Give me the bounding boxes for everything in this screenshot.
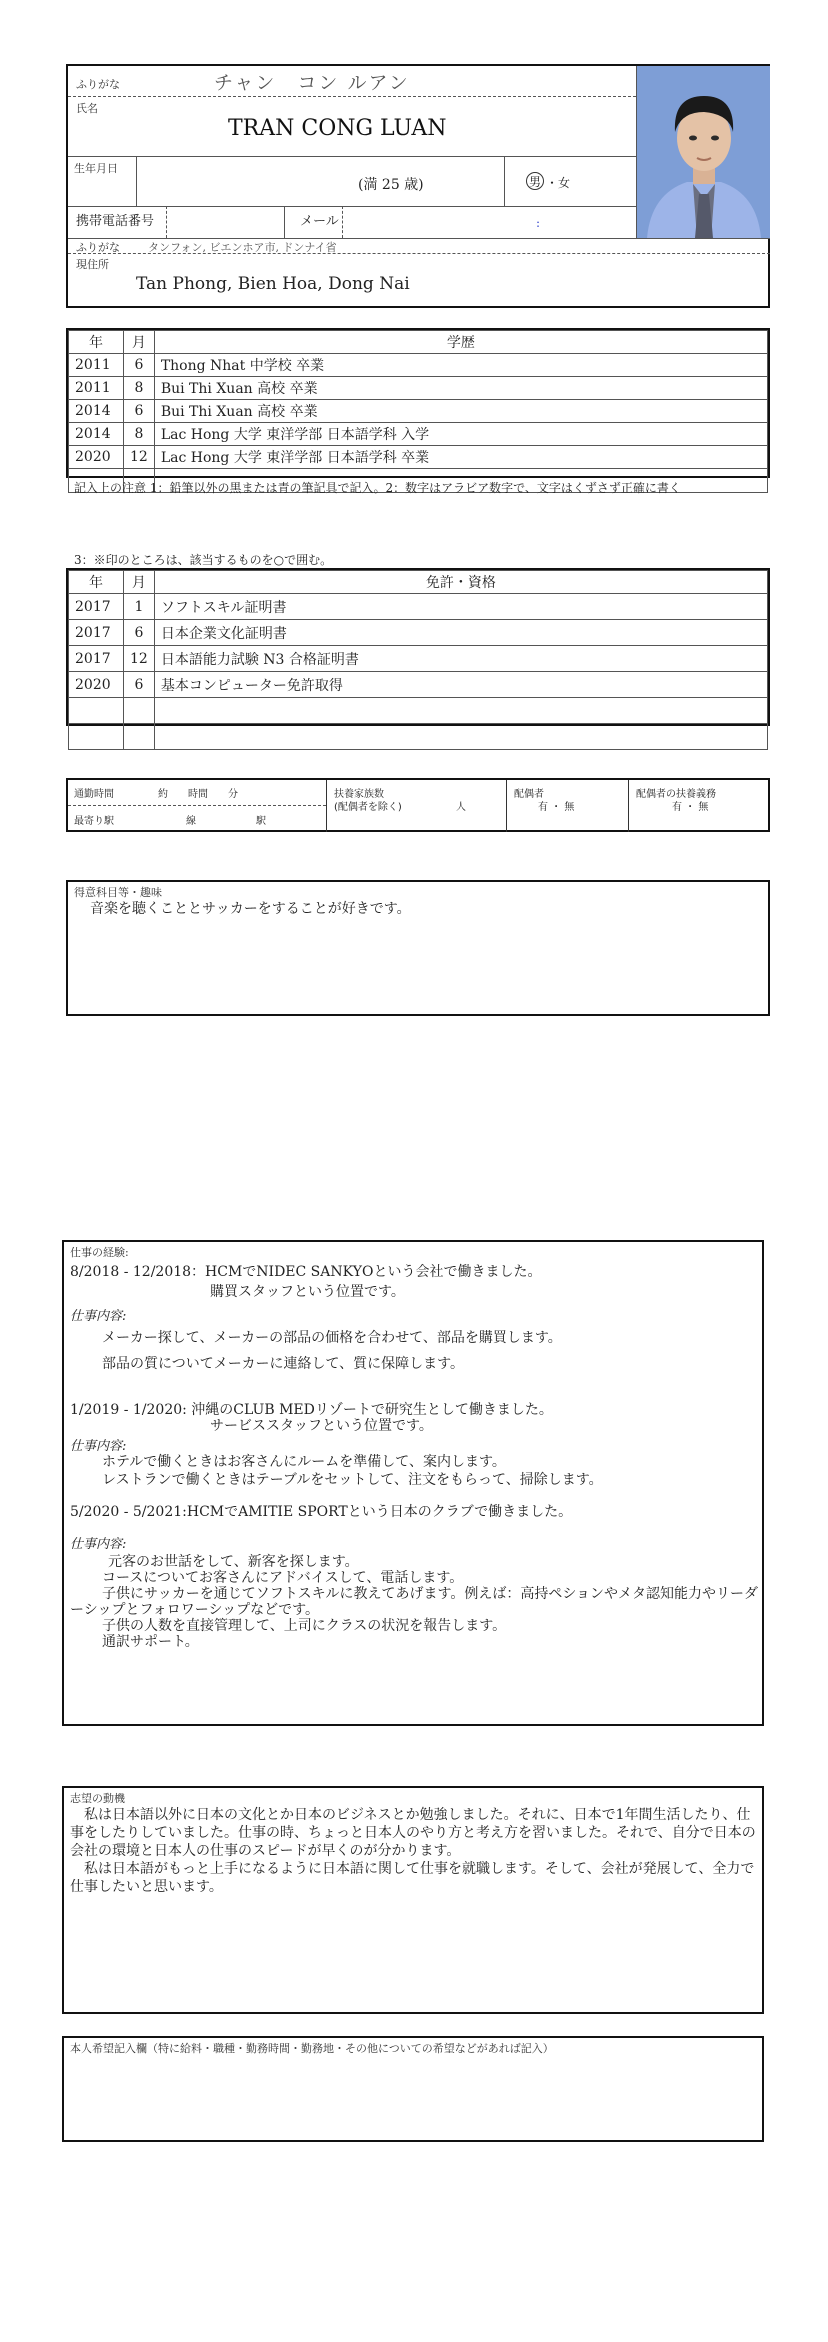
- experience-section: [62, 1240, 764, 1726]
- license-year: 2017: [69, 620, 124, 646]
- dependents-label: 扶養家族数: [334, 789, 384, 800]
- job1-duty: メーカー探して、メーカーの部品の価格を合わせて、部品を購買します。: [102, 1330, 562, 1346]
- hobbies-section: [66, 880, 770, 1016]
- education-year: 2020: [69, 446, 124, 469]
- license-month: 6: [124, 620, 155, 646]
- motivation-section: [62, 1786, 764, 2014]
- divider: [326, 780, 327, 832]
- license-header-month: 月: [124, 571, 155, 594]
- furigana-label: ふりがな: [76, 78, 120, 91]
- table-row: [69, 620, 768, 646]
- profile-photo: [636, 66, 770, 238]
- divider: [628, 780, 629, 832]
- gender-female: ・女: [546, 176, 571, 190]
- divider: [166, 206, 167, 238]
- job1-duty: 部品の質についてメーカーに連絡して、質に保障します。: [102, 1356, 465, 1372]
- license-year: 2017: [69, 594, 124, 620]
- dependents-sub: (配偶者を除く): [334, 802, 402, 813]
- divider: [68, 156, 636, 157]
- divider: [284, 206, 285, 238]
- divider: [342, 206, 343, 238]
- birth-label: 生年月日: [74, 162, 118, 175]
- job3-duty: 元客のお世話をして、新客を探します。: [108, 1554, 359, 1570]
- table-row: [69, 672, 768, 698]
- motivation-label: 志望の動機: [70, 1792, 125, 1805]
- hobbies-text: 音楽を聴くこととサッカーをすることが好きです。: [90, 901, 411, 917]
- license-month: 12: [124, 646, 155, 672]
- requests-section: [62, 2036, 764, 2142]
- dependents-unit: 人: [456, 802, 466, 813]
- motivation-paragraph: 私は日本語がもっと上手になるように日本語に関して仕事を就職します。そして、会社が発展して、全力で仕事したいと思います。: [70, 1861, 755, 1895]
- license-entry: ソフトスキル証明書: [154, 594, 767, 620]
- license-entry: 日本語能力試験 N3 合格証明書: [154, 646, 767, 672]
- divider: [68, 96, 636, 97]
- education-year: 2014: [69, 400, 124, 423]
- education-month: 8: [124, 423, 155, 446]
- requests-label: 本人希望記入欄（特に給料・職種・勤務時間・勤務地・その他についての希望などがあれば記入）: [70, 2042, 554, 2055]
- table-row: [69, 724, 768, 750]
- furigana-value: チャン コン ルアン: [214, 72, 410, 94]
- table-row: [69, 646, 768, 672]
- spouse-support-label: 配偶者の扶養義務: [636, 789, 716, 800]
- education-year: 2011: [69, 354, 124, 377]
- spouse-label: 配偶者: [514, 789, 544, 800]
- education-header-month: 月: [124, 331, 155, 354]
- license-header-qualification: 免許・資格: [154, 571, 767, 594]
- job3-duties-label: 仕事内容:: [70, 1537, 127, 1552]
- notes-line1: 記入上の注意 1：鉛筆以外の黒または青の筆記具で記入。2：数字はアラビア数字で、文字はくずさず正確に書く: [74, 481, 681, 495]
- job3-duty: 子供の人数を直接管理して、上司にクラスの状況を報告します。: [102, 1618, 507, 1634]
- education-table: [66, 328, 770, 478]
- job2-duty: レストランで働くときはテーブルをセットして、注文をもらって、掃除します。: [102, 1472, 603, 1488]
- job2-position: サービススタッフという位置です。: [210, 1418, 433, 1434]
- mail-label: メール: [300, 214, 339, 229]
- divider: [68, 206, 636, 207]
- job1-title: 8/2018 - 12/2018：HCMでNIDEC SANKYOという会社で働きました。: [70, 1264, 542, 1280]
- education-entry: Bui Thi Xuan 高校 卒業: [154, 400, 767, 423]
- table-row: [69, 423, 768, 446]
- license-year: 2017: [69, 646, 124, 672]
- commute-section: [66, 778, 770, 832]
- portrait-image: [637, 66, 770, 238]
- education-month: 6: [124, 354, 155, 377]
- gender-male: 男: [526, 172, 544, 190]
- job3-duty: コースについてお客さんにアドバイスして、電話します。: [102, 1570, 464, 1586]
- licenses-table: [66, 568, 770, 726]
- job2-duty: ホテルで働くときはお客さんにルームを準備して、案内します。: [102, 1454, 506, 1470]
- divider: [506, 780, 507, 832]
- table-row: [69, 400, 768, 423]
- address-value: Tan Phong, Bien Hoa, Dong Nai: [136, 274, 410, 294]
- table-row: [69, 594, 768, 620]
- notes-line2: 3：※印のところは、該当するものを○で囲む。: [74, 553, 333, 567]
- education-year: 2014: [69, 423, 124, 446]
- job2-title: 1/2019 - 1/2020: 沖縄のCLUB MEDリゾートで研究生として働きました。: [70, 1402, 553, 1418]
- hobbies-label: 得意科目等・趣味: [74, 886, 162, 899]
- license-month: 6: [124, 672, 155, 698]
- spouse-value: 有 ・ 無: [538, 802, 575, 813]
- job1-duties-label: 仕事内容:: [70, 1309, 127, 1324]
- age-text: (満 25 歳): [358, 177, 424, 193]
- license-entry: 基本コンピューター免許取得: [154, 672, 767, 698]
- table-row: [69, 698, 768, 724]
- address-furigana-value: タンフォン, ビエンホア市, ドンナイ省: [148, 241, 337, 254]
- motivation-paragraph: 私は日本語以外に日本の文化とか日本のビジネスとか勉強しました。それに、日本で1年間生活したり、仕事をしたりしていました。仕事の時、ちょっと日本人のやり方と考え方を習いました。それで、自分で日本の会社の環境と日本人の仕事のスピードが早くのが分かります。: [70, 1807, 756, 1859]
- commute-time-label: 通勤時間: [74, 789, 114, 800]
- education-entry: Lac Hong 大学 東洋学部 日本語学科 卒業: [154, 446, 767, 469]
- table-row: [69, 377, 768, 400]
- education-entry: Thong Nhat 中学校 卒業: [154, 354, 767, 377]
- license-year: 2020: [69, 672, 124, 698]
- commute-time-value: 約 時間 分: [158, 789, 238, 800]
- education-header-year: 年: [69, 331, 124, 354]
- job1-position: 購買スタッフという位置です。: [210, 1284, 405, 1300]
- experience-label: 仕事の経験:: [70, 1246, 129, 1259]
- education-month: 12: [124, 446, 155, 469]
- name-label: 氏名: [76, 102, 98, 115]
- divider: [68, 805, 326, 806]
- job3-title: 5/2020 - 5/2021:HCMでAMITIE SPORTという日本のクラブで働きました。: [70, 1504, 573, 1520]
- station-label: 最寄り駅: [74, 816, 114, 827]
- job3-duty: 通訳サポート。: [102, 1634, 199, 1650]
- mail-value: :: [536, 216, 541, 230]
- profile-section: [66, 64, 770, 308]
- education-header-history: 学歴: [154, 331, 767, 354]
- education-entry: Bui Thi Xuan 高校 卒業: [154, 377, 767, 400]
- license-entry: 日本企業文化証明書: [154, 620, 767, 646]
- table-row: [69, 354, 768, 377]
- divider: [504, 156, 505, 206]
- education-year: 2011: [69, 377, 124, 400]
- license-month: 1: [124, 594, 155, 620]
- divider: [136, 156, 137, 206]
- job2-duties-label: 仕事内容:: [70, 1439, 127, 1454]
- education-month: 6: [124, 400, 155, 423]
- station-value: 線 駅: [186, 816, 266, 827]
- divider: [68, 253, 770, 254]
- license-header-year: 年: [69, 571, 124, 594]
- spouse-support-value: 有 ・ 無: [672, 802, 709, 813]
- name-value: TRAN CONG LUAN: [228, 116, 447, 141]
- address-label: 現住所: [76, 258, 109, 271]
- phone-label: 携帯電話番号: [76, 214, 155, 229]
- address-furigana-label: ふりがな: [76, 241, 120, 254]
- job3-duty: 子供にサッカーを通じてソフトスキルに教えてあげます。例えば：高持ペションやメタ認知能力やリーダーシップとフォロワーシップなどです。: [70, 1586, 759, 1618]
- education-entry: Lac Hong 大学 東洋学部 日本語学科 入学: [154, 423, 767, 446]
- education-month: 8: [124, 377, 155, 400]
- table-row: [69, 446, 768, 469]
